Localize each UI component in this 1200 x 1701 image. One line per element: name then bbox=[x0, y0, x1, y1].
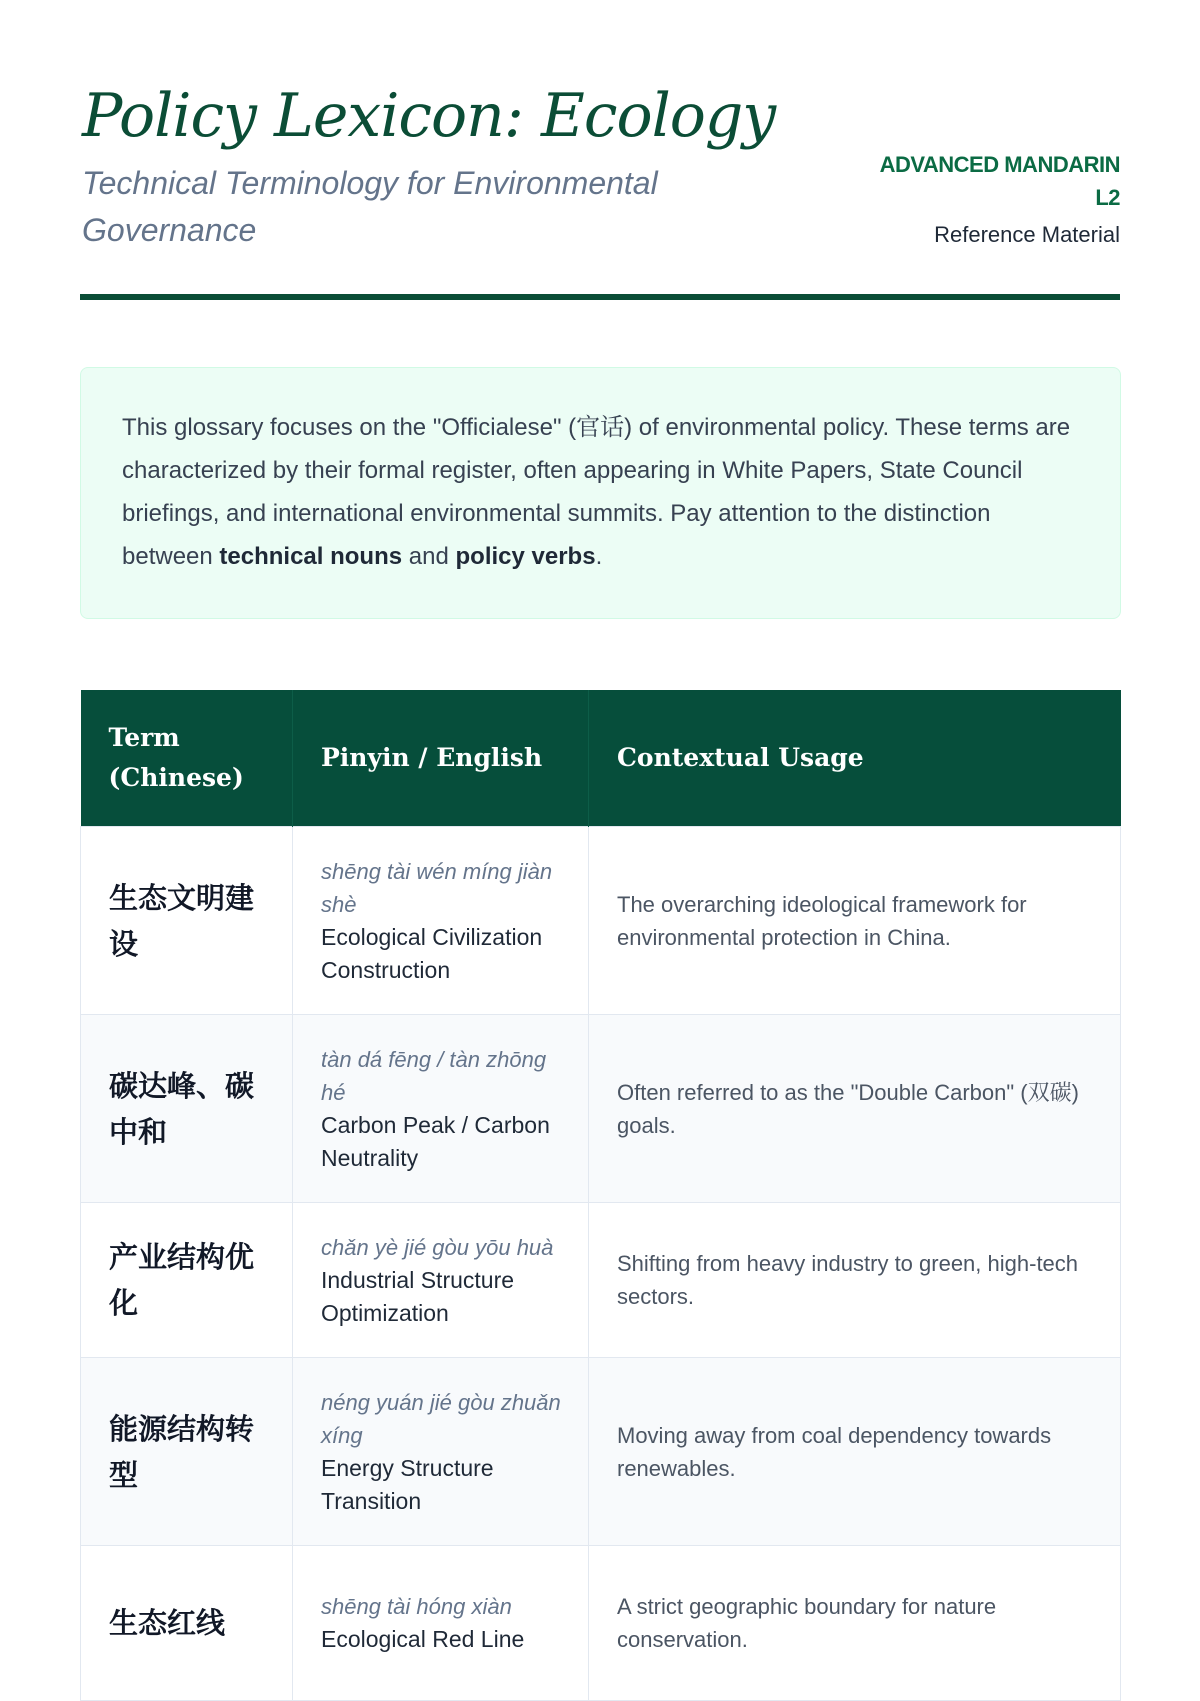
table-row bbox=[81, 1358, 1121, 1546]
intro-bold-technical-nouns: technical nouns bbox=[219, 543, 403, 570]
pinyin-english-cell bbox=[293, 1546, 589, 1701]
term-english: Carbon Peak / Carbon Neutrality bbox=[321, 1111, 550, 1171]
term-usage: The overarching ideological framework for environmental protection in China. bbox=[589, 827, 1121, 1015]
pinyin-english-cell bbox=[293, 827, 589, 1015]
term-pinyin: néng yuán jié gòu zhuǎn xíng bbox=[321, 1389, 561, 1448]
term-cell bbox=[81, 1358, 293, 1546]
term-chinese: 产业结构优化 bbox=[109, 1240, 255, 1320]
glossary-table bbox=[80, 690, 1121, 1701]
term-pinyin: tàn dá fēng / tàn zhōng hé bbox=[321, 1046, 547, 1105]
pinyin-english-cell bbox=[293, 1015, 589, 1203]
term-usage: Shifting from heavy industry to green, high-tech sectors. bbox=[589, 1203, 1121, 1358]
term-chinese: 生态文明建设 bbox=[109, 880, 255, 961]
pinyin-english-cell bbox=[293, 1358, 589, 1546]
term-usage: Moving away from coal dependency towards renewables. bbox=[589, 1358, 1121, 1546]
table-header-row bbox=[81, 690, 1121, 827]
table-header bbox=[81, 690, 1121, 827]
table-row bbox=[81, 1203, 1121, 1358]
term-cell bbox=[81, 1015, 293, 1203]
term-pinyin: shēng tài wén míng jiàn shè bbox=[321, 858, 553, 917]
intro-box bbox=[80, 367, 1121, 619]
level-label: ADVANCED MANDARIN L2 bbox=[879, 152, 1120, 210]
term-usage: Often referred to as the "Double Carbon" (双碳) goals. bbox=[589, 1015, 1121, 1203]
table-body bbox=[81, 827, 1121, 1701]
term-pinyin: chǎn yè jié gòu yōu huà bbox=[321, 1234, 554, 1260]
term-cell bbox=[81, 1203, 293, 1358]
term-english: Ecological Civilization Construction bbox=[321, 923, 543, 983]
column-header-usage: Contextual Usage bbox=[589, 690, 1121, 827]
pinyin-english-cell bbox=[293, 1203, 589, 1358]
table-row bbox=[81, 1015, 1121, 1203]
term-english: Energy Structure Transition bbox=[321, 1454, 494, 1514]
material-type-label: Reference Material bbox=[934, 222, 1120, 247]
page-title: Policy Lexicon: Ecology bbox=[82, 81, 776, 151]
term-english: Industrial Structure Optimization bbox=[321, 1266, 515, 1326]
column-header-term: Term (Chinese) bbox=[81, 690, 293, 827]
term-chinese: 生态红线 bbox=[109, 1606, 226, 1640]
intro-text-end: . bbox=[595, 543, 603, 570]
term-chinese: 能源结构转型 bbox=[109, 1411, 255, 1492]
page-subtitle: Technical Terminology for Environmental Governance bbox=[82, 165, 658, 248]
term-cell bbox=[81, 827, 293, 1015]
page bbox=[80, 0, 1120, 1652]
term-chinese: 碳达峰、碳中和 bbox=[109, 1068, 255, 1149]
column-header-pinyin-english: Pinyin / English bbox=[293, 690, 589, 827]
table-row bbox=[81, 1546, 1121, 1701]
term-english: Ecological Red Line bbox=[321, 1626, 525, 1652]
term-usage: A strict geographic boundary for nature conservation. bbox=[589, 1546, 1121, 1701]
term-pinyin: shēng tài hóng xiàn bbox=[321, 1594, 512, 1619]
intro-text-mid: and bbox=[402, 543, 456, 570]
term-cell bbox=[81, 1546, 293, 1701]
table-row bbox=[81, 827, 1121, 1015]
header-divider bbox=[80, 294, 1120, 300]
document-meta bbox=[860, 148, 1120, 250]
intro-bold-policy-verbs: policy verbs bbox=[455, 543, 596, 570]
intro-text-start: This glossary focuses on the "Officialese" (官话) of environmental policy. These terms are characterized by their formal register, often appearing in White Papers, State Council briefings, and international environmental summits. Pay attention to the distinction between bbox=[122, 414, 1071, 570]
document-header bbox=[80, 0, 1120, 300]
